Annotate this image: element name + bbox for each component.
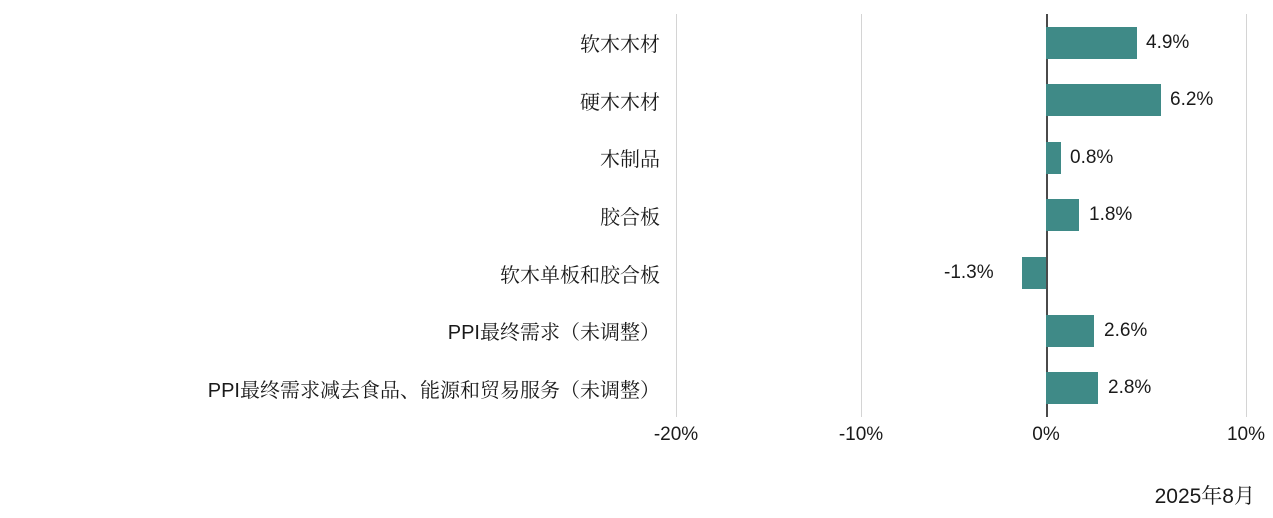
bar-value-label: 2.8% bbox=[1108, 377, 1152, 399]
bar-value-label: -1.3% bbox=[944, 262, 994, 284]
bar bbox=[1046, 84, 1161, 116]
x-tick-label: -20% bbox=[653, 424, 699, 445]
bar bbox=[1046, 315, 1094, 347]
category-label-row bbox=[0, 129, 668, 187]
bar-value-label: 0.8% bbox=[1070, 146, 1114, 168]
bar-row bbox=[676, 187, 1246, 245]
x-tick-label: -10% bbox=[838, 424, 884, 445]
bar bbox=[1022, 257, 1046, 289]
category-label: PPI最终需求减去食品、能源和贸易服务（未调整） bbox=[207, 379, 660, 402]
bar-value-label: 1.8% bbox=[1089, 204, 1133, 226]
bar-value-label: 4.9% bbox=[1146, 31, 1190, 53]
category-label-row bbox=[0, 14, 668, 72]
category-label-row bbox=[0, 244, 668, 302]
plot-area bbox=[676, 14, 1246, 417]
category-label-row bbox=[0, 187, 668, 245]
bar bbox=[1046, 142, 1061, 174]
bar-row bbox=[676, 244, 1246, 302]
x-tick-label: 10% bbox=[1226, 424, 1266, 445]
bar-rows bbox=[676, 14, 1246, 417]
bar bbox=[1046, 27, 1137, 59]
category-label: 硬木木材 bbox=[580, 91, 660, 114]
bar-row bbox=[676, 14, 1246, 72]
bar-row bbox=[676, 129, 1246, 187]
bar-value-label: 6.2% bbox=[1170, 89, 1214, 111]
bar bbox=[1046, 372, 1098, 404]
category-label-row bbox=[0, 359, 668, 417]
category-label: PPI最终需求（未调整） bbox=[447, 322, 660, 345]
category-label: 胶合板 bbox=[600, 206, 660, 229]
bar bbox=[1046, 199, 1079, 231]
gridline-10 bbox=[1246, 14, 1247, 417]
category-label: 软木木材 bbox=[580, 34, 660, 57]
bar-row bbox=[676, 302, 1246, 360]
bar-row bbox=[676, 72, 1246, 130]
bar-row bbox=[676, 359, 1246, 417]
category-label-row bbox=[0, 72, 668, 130]
category-label: 软木单板和胶合板 bbox=[500, 264, 660, 287]
category-axis-labels bbox=[0, 14, 668, 417]
category-label-row bbox=[0, 302, 668, 360]
bar-value-label: 2.6% bbox=[1104, 319, 1148, 341]
category-label: 木制品 bbox=[600, 149, 660, 172]
x-axis-ticks bbox=[653, 424, 1266, 452]
x-tick-label: 0% bbox=[1032, 424, 1060, 445]
footer-date-label: 2025年8月 bbox=[1154, 485, 1255, 508]
